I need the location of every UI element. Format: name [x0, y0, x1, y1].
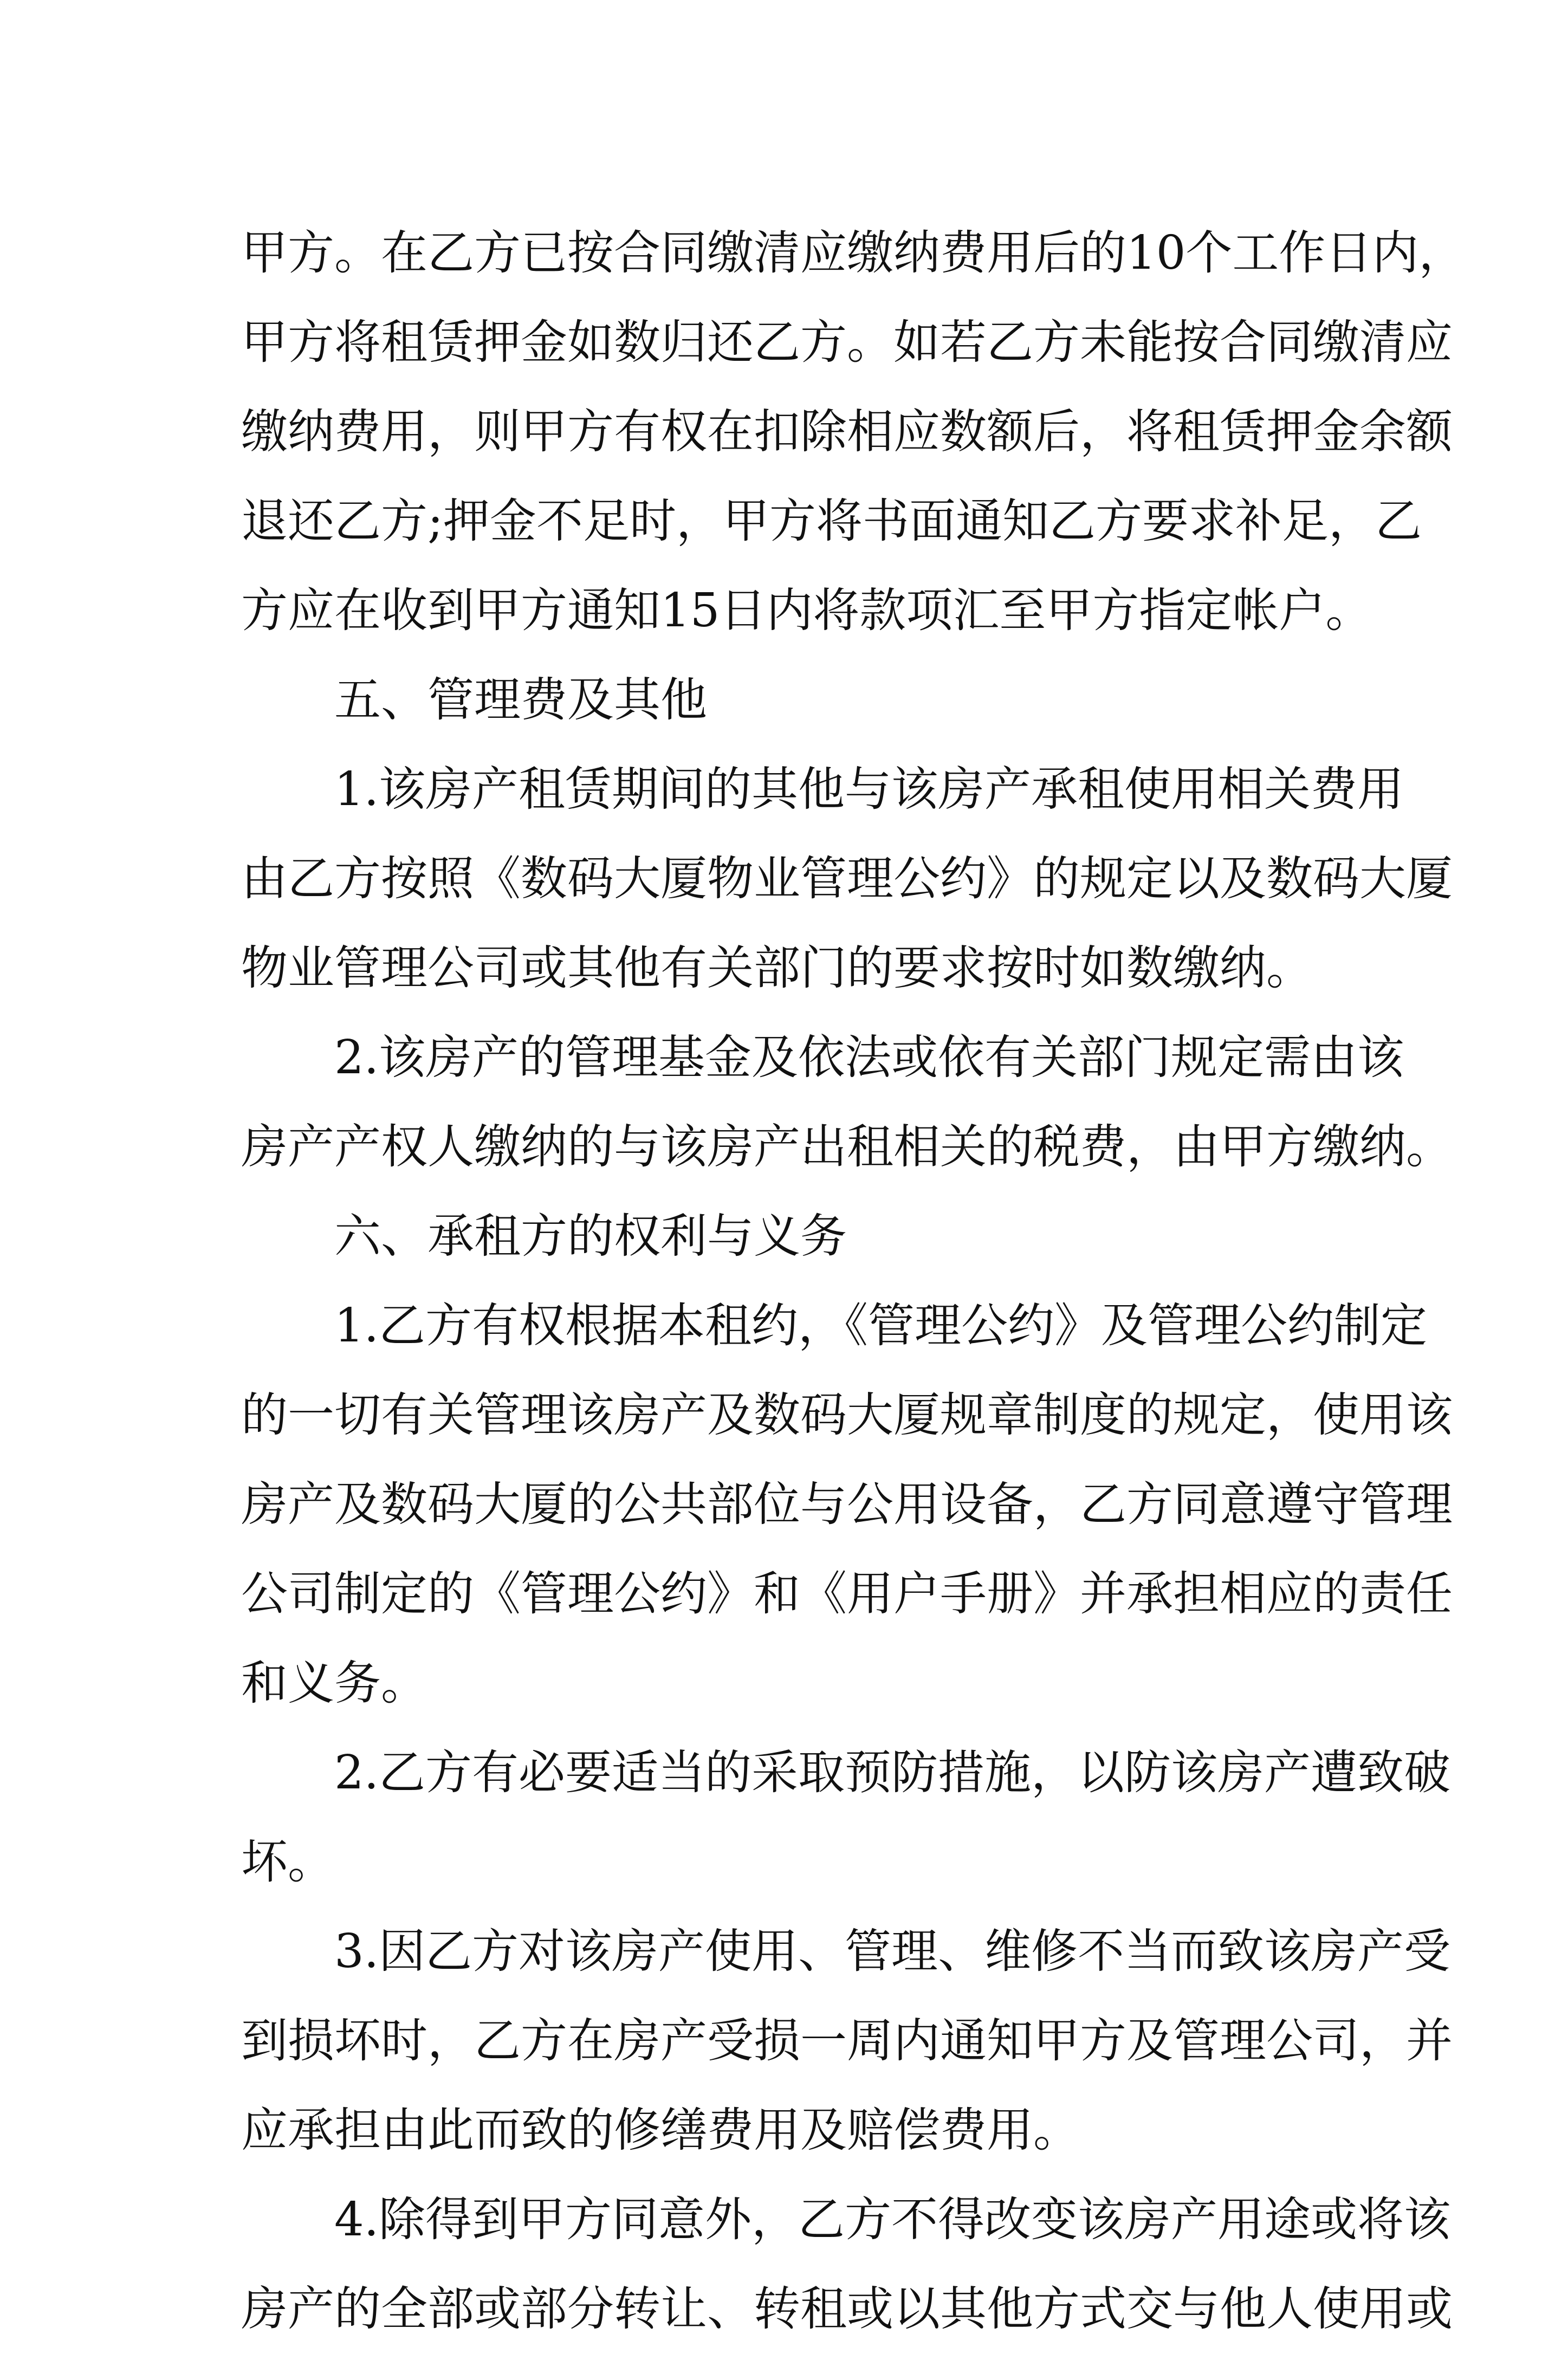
paragraph-line: 应承担由此而致的修缮费用及赔偿费用。 — [241, 2103, 1080, 2157]
paragraph-line: 4.除得到甲方同意外，乙方不得改变该房产用途或将该 — [334, 2193, 1451, 2247]
paragraph-line: 1.乙方有权根据本租约，《管理公约》及管理公约制定 — [334, 1299, 1428, 1353]
section-heading: 六、承租方的权利与义务 — [334, 1209, 847, 1263]
paragraph-line: 坏。 — [241, 1835, 334, 1889]
paragraph-line: 由乙方按照《数码大厦物业管理公约》的规定以及数码大厦 — [241, 852, 1453, 906]
paragraph-line: 甲方。在乙方已按合同缴清应缴纳费用后的10个工作日内， — [241, 226, 1466, 280]
document-page — [241, 209, 1466, 2354]
paragraph-line: 缴纳费用，则甲方有权在扣除相应数额后，将租赁押金余额 — [241, 405, 1453, 459]
paragraph-line: 公司制定的《管理公约》和《用户手册》并承担相应的责任 — [241, 1567, 1453, 1621]
paragraph-line: 物业管理公司或其他有关部门的要求按时如数缴纳。 — [241, 941, 1313, 995]
paragraph-line: 的一切有关管理该房产及数码大厦规章制度的规定，使用该 — [241, 1388, 1453, 1442]
paragraph-line: 2.该房产的管理基金及依法或依有关部门规定需由该 — [334, 1030, 1404, 1085]
paragraph-line: 房产及数码大厦的公共部位与公用设备，乙方同意遵守管理 — [241, 1477, 1453, 1532]
paragraph-line: 房产的全部或部分转让、转租或以其他方式交与他人使用或 — [241, 2282, 1453, 2336]
paragraph-line: 1.该房产租赁期间的其他与该房产承租使用相关费用 — [334, 762, 1404, 816]
paragraph-line: 2.乙方有必要适当的采取预防措施，以防该房产遭致破 — [334, 1746, 1451, 1800]
paragraph-line: 退还乙方;押金不足时，甲方将书面通知乙方要求补足，乙 — [241, 494, 1422, 548]
paragraph-line: 3.因乙方对该房产使用、管理、维修不当而致该房产受 — [334, 1924, 1451, 1979]
paragraph-line: 到损坏时，乙方在房产受损一周内通知甲方及管理公司，并 — [241, 2014, 1453, 2068]
paragraph-line: 甲方将租赁押金如数归还乙方。如若乙方未能按合同缴清应 — [241, 315, 1453, 369]
paragraph-line: 和义务。 — [241, 1656, 427, 1710]
paragraph-line: 方应在收到甲方通知15日内将款项汇至甲方指定帐户。 — [241, 583, 1372, 638]
section-heading: 五、管理费及其他 — [334, 673, 707, 727]
paragraph-line: 房产产权人缴纳的与该房产出租相关的税费，由甲方缴纳。 — [241, 1120, 1453, 1174]
